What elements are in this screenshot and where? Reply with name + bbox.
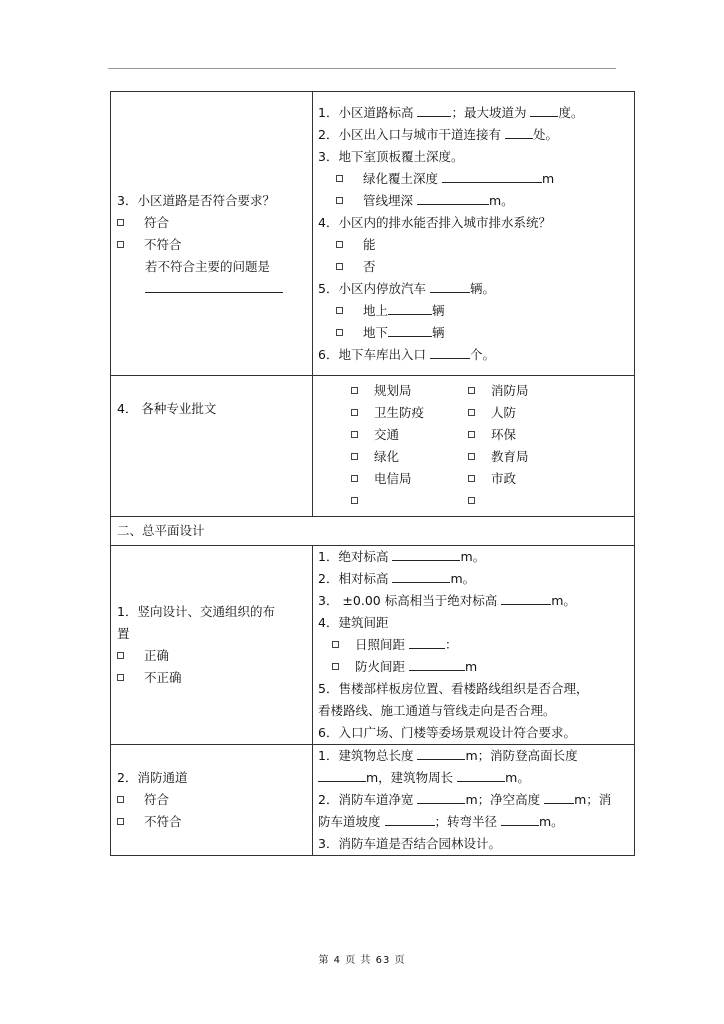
turning-radius-field[interactable] xyxy=(501,812,539,826)
approvals-title-cell xyxy=(111,376,313,517)
parking-count-field[interactable] xyxy=(430,279,470,293)
fire-lane-question-cell xyxy=(111,745,313,856)
approvals-title: 4． 各种专业批文 xyxy=(117,401,217,416)
checkbox-icon[interactable] xyxy=(332,641,339,648)
road-question-cell xyxy=(111,92,313,376)
section-title: 二、总平面设计 xyxy=(117,523,205,538)
approval-item[interactable]: 消防局 xyxy=(468,380,578,402)
vertical-option-correct[interactable]: 正确 xyxy=(117,645,312,667)
approval-item-blank[interactable] xyxy=(351,490,468,512)
roof-cover-depth-label: 3．地下室顶板覆土深度。 xyxy=(318,148,464,164)
checkbox-icon[interactable] xyxy=(351,409,358,416)
vertical-design-title-2: 置 xyxy=(117,626,130,641)
climbing-face-length-field[interactable] xyxy=(318,768,366,782)
row-vertical-design xyxy=(111,546,635,745)
vertical-design-details-cell: 1．绝对标高 m。 2．相对标高 m。 3． ±0.00 标高相当于绝对标高 m。 4．建筑间距 日照间距 ： 防火间距 m 5．售楼部样板房位置、看楼路线组织是否合理， 看楼路线、施工通道与管线走向是否合理。 6．入口广场、门楼等委场景观设计符合要求。 xyxy=(313,546,635,745)
section-header-cell xyxy=(111,517,635,546)
approval-item[interactable]: 绿化 xyxy=(351,446,468,468)
header-rule xyxy=(108,68,616,69)
checkbox-icon[interactable] xyxy=(468,475,475,482)
row-approvals xyxy=(111,376,635,517)
checkbox-icon[interactable] xyxy=(468,497,475,504)
above-ground-field[interactable] xyxy=(388,301,432,315)
approval-item[interactable]: 规划局 xyxy=(351,380,468,402)
road-option-no[interactable]: 不符合 xyxy=(117,234,312,256)
checkbox-icon[interactable] xyxy=(336,307,343,314)
row-road-requirements xyxy=(111,92,635,376)
approvals-cell xyxy=(313,376,635,517)
approval-item[interactable]: 卫生防疫 xyxy=(351,402,468,424)
building-perimeter-field[interactable] xyxy=(457,768,505,782)
zero-elevation-field[interactable] xyxy=(501,591,551,605)
fire-option-yes[interactable]: 符合 xyxy=(117,789,312,811)
pipe-depth-field[interactable] xyxy=(417,191,489,205)
vertical-option-incorrect[interactable]: 不正确 xyxy=(117,667,312,689)
approval-item[interactable]: 市政 xyxy=(468,468,578,490)
checkbox-icon[interactable] xyxy=(351,475,358,482)
review-table xyxy=(110,91,635,856)
sales-office-line-2: 看楼路线、施工通道与管线走向是否合理。 xyxy=(318,703,556,718)
lane-slope-field[interactable] xyxy=(385,812,435,826)
road-elevation-field[interactable] xyxy=(417,103,451,117)
vertical-design-question-cell xyxy=(111,546,313,745)
garage-entrance-field[interactable] xyxy=(430,345,470,359)
checkbox-icon[interactable] xyxy=(336,263,343,270)
checkbox-icon[interactable] xyxy=(117,818,124,825)
fire-lane-title: 2．消防通道 xyxy=(117,770,188,785)
checkbox-icon[interactable] xyxy=(117,796,124,803)
green-cover-depth-field[interactable] xyxy=(442,169,542,183)
sunlight-spacing-field[interactable] xyxy=(409,635,445,649)
approval-item[interactable]: 电信局 xyxy=(351,468,468,490)
checkbox-icon[interactable] xyxy=(117,652,124,659)
approvals-grid xyxy=(351,380,630,512)
sales-office-line-1: 5．售楼部样板房位置、看楼路线组织是否合理， xyxy=(318,681,589,696)
checkbox-icon[interactable] xyxy=(351,453,358,460)
approval-item-blank[interactable] xyxy=(468,490,578,512)
checkbox-icon[interactable] xyxy=(336,329,343,336)
fire-spacing-field[interactable] xyxy=(409,657,465,671)
checkbox-icon[interactable] xyxy=(468,409,475,416)
checkbox-icon[interactable] xyxy=(468,453,475,460)
approval-item[interactable]: 交通 xyxy=(351,424,468,446)
road-problem-label: 若不符合主要的问题是 xyxy=(145,258,271,274)
max-slope-field[interactable] xyxy=(530,103,558,117)
checkbox-icon[interactable] xyxy=(351,497,358,504)
drainage-question: 4．小区内的排水能否排入城市排水系统？ xyxy=(318,214,551,230)
row-section-header xyxy=(111,517,635,546)
building-length-field[interactable] xyxy=(417,746,465,760)
clear-height-field[interactable] xyxy=(544,790,574,804)
page-footer: 第 4 页 共 63 页 xyxy=(318,955,406,966)
entrance-count-field[interactable] xyxy=(505,125,533,139)
row-fire-lane xyxy=(111,745,635,856)
approval-item[interactable]: 人防 xyxy=(468,402,578,424)
checkbox-icon[interactable] xyxy=(336,175,343,182)
relative-elevation-field[interactable] xyxy=(392,569,450,583)
checkbox-icon[interactable] xyxy=(351,431,358,438)
checkbox-icon[interactable] xyxy=(468,431,475,438)
approval-item[interactable]: 环保 xyxy=(468,424,578,446)
vertical-design-title-1: 1．竖向设计、交通组织的布 xyxy=(117,604,275,619)
checkbox-icon[interactable] xyxy=(336,241,343,248)
road-option-yes[interactable]: 符合 xyxy=(117,212,312,234)
checkbox-icon[interactable] xyxy=(468,387,475,394)
underground-field[interactable] xyxy=(388,323,432,337)
absolute-elevation-field[interactable] xyxy=(392,547,460,561)
fire-option-no[interactable]: 不符合 xyxy=(117,811,312,833)
lane-width-field[interactable] xyxy=(417,790,465,804)
checkbox-icon[interactable] xyxy=(117,219,124,226)
checkbox-icon[interactable] xyxy=(117,241,124,248)
entrance-plaza-line: 6．入口广场、门楼等委场景观设计符合要求。 xyxy=(318,725,576,740)
checkbox-icon[interactable] xyxy=(332,663,339,670)
fire-lane-landscape-line: 3．消防车道是否结合园林设计。 xyxy=(318,836,501,851)
road-details-cell: 1．小区道路标高 ；最大坡道为 度。 2．小区出入口与城市干道连接有 处。 3．地下室顶板覆土深度。 绿化覆土深度 m 管线埋深 m。 4．小区内的排水能否排入城市排水系统？ 能 否 5．小区内停放汽车 辆。 地上 辆 地下 辆 6．地下车库出入口 个。 xyxy=(313,92,635,376)
fire-lane-details-cell: 1．建筑物总长度 m；消防登高面长度 m，建筑物周长 m。 2．消防车道净宽 m；净空高度 m；消 防车道坡度 ；转弯半径 m。 3．消防车道是否结合园林设计。 xyxy=(313,745,635,856)
building-spacing-label: 4．建筑间距 xyxy=(318,615,389,630)
checkbox-icon[interactable] xyxy=(351,387,358,394)
approval-item[interactable]: 教育局 xyxy=(468,446,578,468)
checkbox-icon[interactable] xyxy=(336,197,343,204)
road-problem-field[interactable] xyxy=(117,278,312,300)
checkbox-icon[interactable] xyxy=(117,674,124,681)
road-question-title: 3．小区道路是否符合要求？ xyxy=(117,192,275,208)
